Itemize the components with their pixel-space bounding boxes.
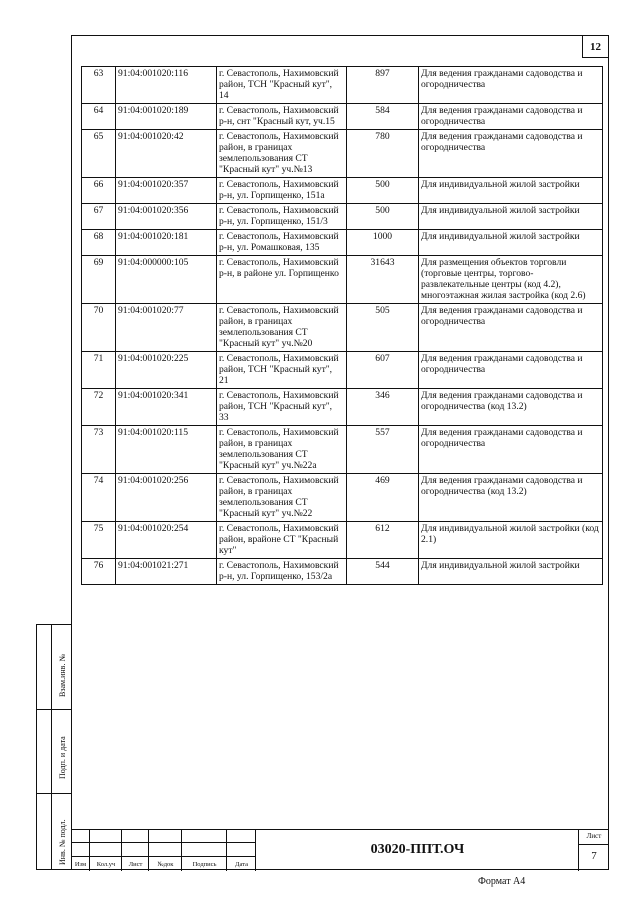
tb-label-list: Лист [128, 861, 143, 868]
tb-list-label: Лист [586, 832, 602, 840]
stamp-podp-data: Подп. и дата [58, 736, 67, 779]
tb-label-izm: Изм [74, 861, 87, 868]
permitted-use: Для индивидуальной жилой застройки [419, 230, 603, 256]
plot-area: 544 [347, 559, 419, 585]
permitted-use: Для индивидуальной жилой застройки [419, 178, 603, 204]
row-number: 76 [82, 559, 116, 585]
table-row [82, 559, 603, 585]
row-number: 71 [82, 352, 116, 389]
table-row [82, 426, 603, 474]
cadastral-number: 91:04:001020:42 [116, 130, 217, 178]
row-number: 70 [82, 304, 116, 352]
sheet-number: 12 [582, 36, 608, 58]
plot-area: 612 [347, 522, 419, 559]
title-block [71, 829, 609, 870]
row-number: 66 [82, 178, 116, 204]
table-row [82, 67, 603, 104]
plot-address: г. Севастополь, Нахимовский р-н, ул. Горпищенко, 151а [217, 178, 347, 204]
plot-address: г. Севастополь, Нахимовский р-н, снт "Красный кут, уч.15 [217, 104, 347, 130]
cadastral-number: 91:04:001020:77 [116, 304, 217, 352]
plot-address: г. Севастополь, Нахимовский район, в границах землепользования СТ "Красный кут" уч.№20 [217, 304, 347, 352]
cadastral-number: 91:04:001020:356 [116, 204, 217, 230]
permitted-use: Для ведения гражданами садоводства и огородничества [419, 426, 603, 474]
plot-address: г. Севастополь, Нахимовский район, ТСН "Красный кут", 21 [217, 352, 347, 389]
table-row [82, 256, 603, 304]
plot-area: 500 [347, 204, 419, 230]
plot-address: г. Севастополь, Нахимовский район, ТСН "Красный кут", 14 [217, 67, 347, 104]
row-number: 67 [82, 204, 116, 230]
cadastral-number: 91:04:001020:254 [116, 522, 217, 559]
plot-area: 500 [347, 178, 419, 204]
cadastral-number: 91:04:001020:115 [116, 426, 217, 474]
plot-address: г. Севастополь, Нахимовский район, ТСН "Красный кут", 33 [217, 389, 347, 426]
row-number: 64 [82, 104, 116, 130]
table-row [82, 304, 603, 352]
permitted-use: Для ведения гражданами садоводства и огородничества [419, 130, 603, 178]
cadastral-number: 91:04:001020:357 [116, 178, 217, 204]
plot-address: г. Севастополь, Нахимовский р-н, ул. Горпищенко, 153/2а [217, 559, 347, 585]
tb-label-kol: Кол.уч [96, 861, 116, 868]
plot-address: г. Севастополь, Нахимовский р-н, ул. Горпищенко, 151/3 [217, 204, 347, 230]
side-stamp [36, 624, 71, 870]
plot-area: 505 [347, 304, 419, 352]
land-plots-table [81, 66, 603, 585]
row-number: 69 [82, 256, 116, 304]
plot-address: г. Севастополь, Нахимовский р-н, в районе ул. Горпищенко [217, 256, 347, 304]
row-number: 63 [82, 67, 116, 104]
table-row [82, 104, 603, 130]
row-number: 74 [82, 474, 116, 522]
cadastral-number: 91:04:001021:271 [116, 559, 217, 585]
plot-area: 557 [347, 426, 419, 474]
tb-label-data: Дата [235, 861, 248, 868]
plot-address: г. Севастополь, Нахимовский район, врайоне СТ "Красный кут" [217, 522, 347, 559]
cadastral-number: 91:04:001020:225 [116, 352, 217, 389]
permitted-use: Для ведения гражданами садоводства и огородничества (код 13.2) [419, 389, 603, 426]
permitted-use: Для ведения гражданами садоводства и огородничества [419, 304, 603, 352]
row-number: 65 [82, 130, 116, 178]
plot-address: г. Севастополь, Нахимовский район, в границах землепользования СТ "Красный кут" уч.№13 [217, 130, 347, 178]
row-number: 73 [82, 426, 116, 474]
plot-area: 469 [347, 474, 419, 522]
cadastral-number: 91:04:001020:256 [116, 474, 217, 522]
plot-area: 607 [347, 352, 419, 389]
plot-area: 346 [347, 389, 419, 426]
tb-list-number: 7 [591, 850, 597, 862]
table-row [82, 230, 603, 256]
plot-area: 780 [347, 130, 419, 178]
permitted-use: Для индивидуальной жилой застройки (код 2.1) [419, 522, 603, 559]
table-row [82, 130, 603, 178]
table-row [82, 474, 603, 522]
permitted-use: Для размещения объектов торговли (торговые центры, торгово-развлекательные центры (код 4.2), многоэтажная жилая застройка (код 2.6) [419, 256, 603, 304]
cadastral-number: 91:04:001020:181 [116, 230, 217, 256]
permitted-use: Для индивидуальной жилой застройки [419, 204, 603, 230]
row-number: 72 [82, 389, 116, 426]
tb-label-podpis: Подпись [192, 861, 217, 868]
stamp-inv-zam: Взам.инв. № [58, 653, 67, 697]
plot-area: 897 [347, 67, 419, 104]
permitted-use: Для ведения гражданами садоводства и огородничества [419, 67, 603, 104]
cadastral-number: 91:04:001020:189 [116, 104, 217, 130]
cadastral-number: 91:04:001020:116 [116, 67, 217, 104]
plot-area: 1000 [347, 230, 419, 256]
permitted-use: Для ведения гражданами садоводства и огородничества [419, 104, 603, 130]
row-number: 75 [82, 522, 116, 559]
table-row [82, 204, 603, 230]
cadastral-number: 91:04:000000:105 [116, 256, 217, 304]
table-row [82, 178, 603, 204]
table-row [82, 522, 603, 559]
format-label: Формат А4 [478, 876, 526, 887]
cadastral-number: 91:04:001020:341 [116, 389, 217, 426]
plot-area: 31643 [347, 256, 419, 304]
plot-address: г. Севастополь, Нахимовский район, в границах землепользования СТ "Красный кут" уч.№22а [217, 426, 347, 474]
stamp-inv-podl: Инв. № подл. [58, 819, 67, 865]
plot-address: г. Севастополь, Нахимовский р-н, ул. Ромашковая, 135 [217, 230, 347, 256]
permitted-use: Для ведения гражданами садоводства и огородничества (код 13.2) [419, 474, 603, 522]
permitted-use: Для ведения гражданами садоводства и огородничества [419, 352, 603, 389]
permitted-use: Для индивидуальной жилой застройки [419, 559, 603, 585]
table-row [82, 352, 603, 389]
plot-area: 584 [347, 104, 419, 130]
document-code: 03020-ППТ.ОЧ [370, 842, 465, 857]
plot-address: г. Севастополь, Нахимовский район, в границах землепользования СТ "Красный кут" уч.№22 [217, 474, 347, 522]
row-number: 68 [82, 230, 116, 256]
table-row [82, 389, 603, 426]
tb-label-ndok: №док [157, 861, 174, 868]
